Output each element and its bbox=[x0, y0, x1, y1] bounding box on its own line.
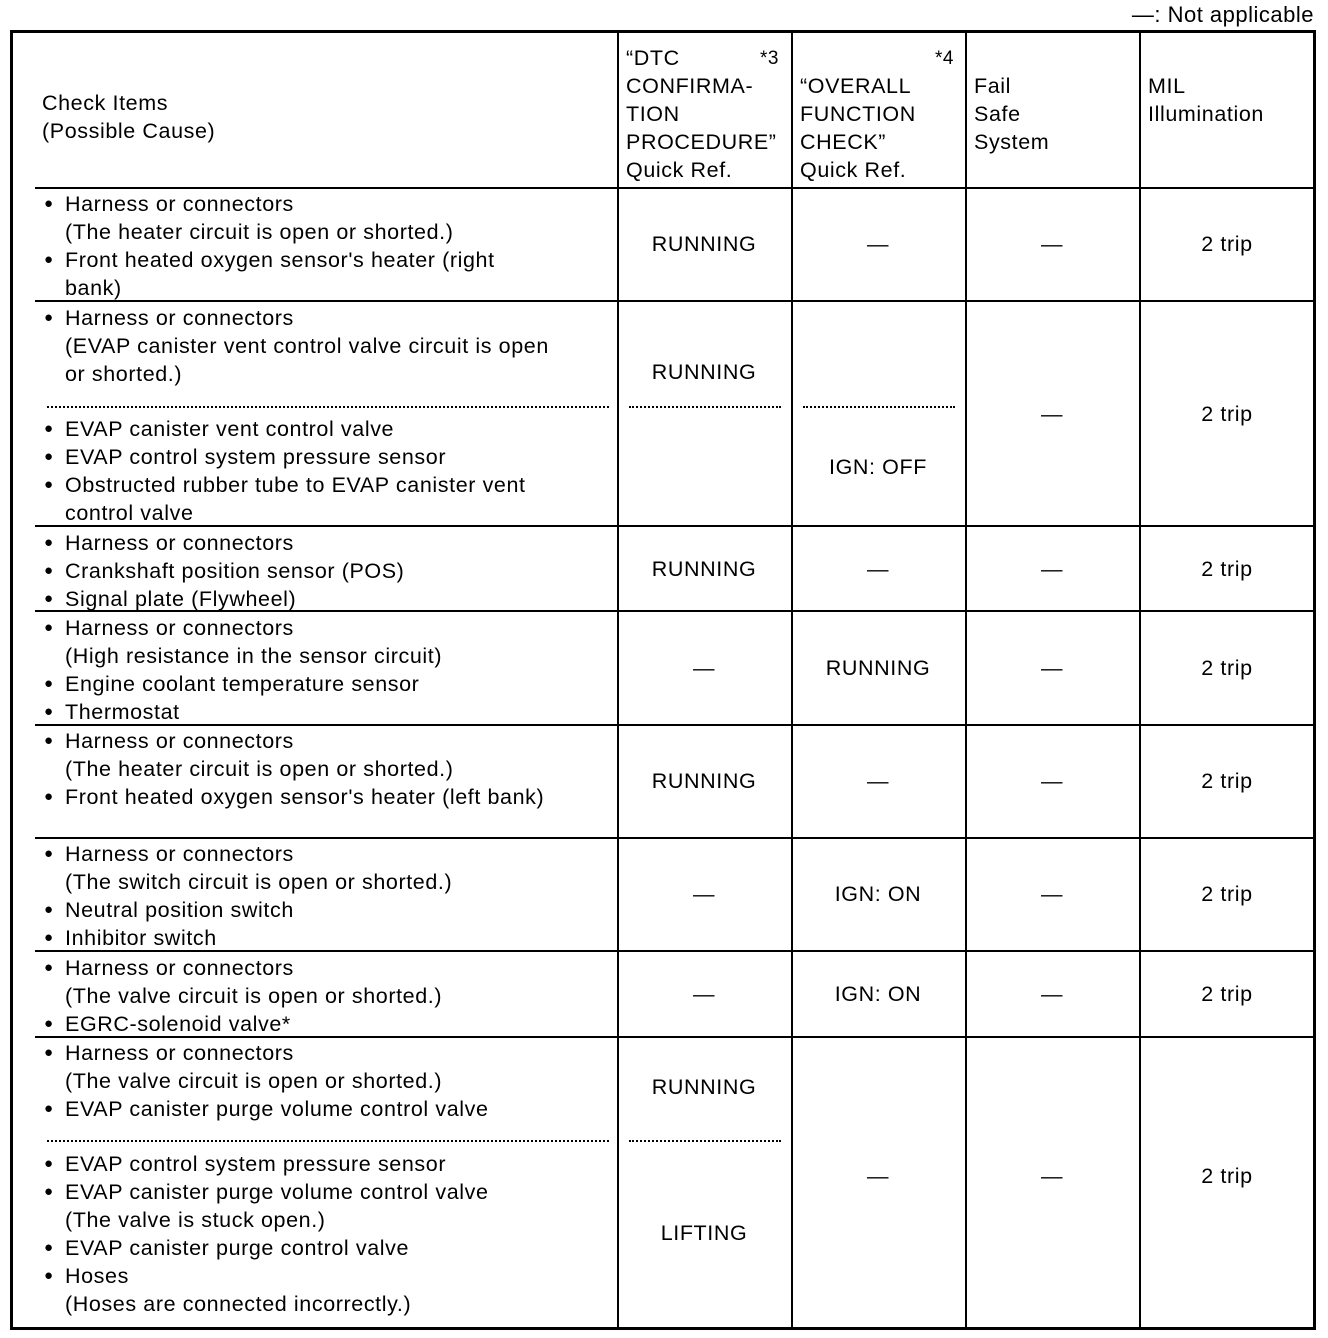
list-item: ● Hoses bbox=[44, 1262, 609, 1290]
dotted-divider-row-2-ofc bbox=[803, 406, 955, 408]
row-3-mil: 2 trip bbox=[1201, 557, 1253, 581]
list-item: ● Crankshaft position sensor (POS) bbox=[44, 557, 609, 585]
row-6-fail-safe: — bbox=[1040, 882, 1064, 906]
list-item: (EVAP canister vent control valve circuit is open bbox=[65, 334, 549, 358]
list-item: (High resistance in the sensor circuit) bbox=[65, 644, 443, 668]
row-5-dtc: RUNNING bbox=[651, 769, 757, 793]
row-2-check-items-a bbox=[44, 304, 614, 388]
row-8-dtc-b: LIFTING bbox=[660, 1221, 748, 1245]
list-item: ● Obstructed rubber tube to EVAP canister vent bbox=[44, 471, 609, 499]
row-5-mil: 2 trip bbox=[1201, 769, 1253, 793]
row-3-dtc: RUNNING bbox=[651, 557, 757, 581]
dotted-divider-row-2-items bbox=[47, 406, 609, 408]
row-1-mil: 2 trip bbox=[1201, 232, 1253, 256]
row-7-dtc: — bbox=[692, 982, 716, 1006]
row-2-mil: 2 trip bbox=[1201, 402, 1253, 426]
header-check-items-line-1: Check Items bbox=[42, 91, 169, 115]
row-4-mil: 2 trip bbox=[1201, 656, 1253, 680]
row-3-check-items bbox=[44, 529, 609, 613]
row-1-fail-safe: — bbox=[1040, 232, 1064, 256]
list-item: ● Signal plate (Flywheel) bbox=[44, 585, 609, 613]
header-fs-line-3: System bbox=[974, 130, 1050, 154]
row-2-check-items-b bbox=[44, 415, 609, 527]
divider-header bbox=[35, 187, 1313, 189]
list-item: ● Harness or connectors bbox=[44, 190, 609, 218]
header-dtc-line-3: TION bbox=[626, 102, 680, 126]
header-dtc-line-4: PROCEDURE” bbox=[626, 130, 777, 154]
list-item: ● EGRC-solenoid valve* bbox=[44, 1010, 609, 1038]
dotted-divider-row-8-items bbox=[47, 1140, 609, 1142]
list-item: ● Front heated oxygen sensor's heater (right bbox=[44, 246, 609, 274]
header-check-items bbox=[42, 89, 215, 145]
list-item: ● Front heated oxygen sensor's heater (left bank) bbox=[44, 783, 609, 811]
row-6-mil: 2 trip bbox=[1201, 882, 1253, 906]
list-item: ● Harness or connectors bbox=[44, 954, 609, 982]
list-item: (The heater circuit is open or shorted.) bbox=[65, 757, 454, 781]
list-item: (The valve is stuck open.) bbox=[65, 1208, 326, 1232]
row-5-check-items bbox=[44, 727, 609, 811]
list-item: (The valve circuit is open or shorted.) bbox=[65, 984, 443, 1008]
header-dtc-line-5: Quick Ref. bbox=[626, 158, 733, 182]
list-item: ● Harness or connectors bbox=[44, 529, 609, 557]
list-item: (Hoses are connected incorrectly.) bbox=[65, 1292, 412, 1316]
row-1-check-items bbox=[44, 190, 609, 302]
row-7-check-items bbox=[44, 954, 609, 1038]
header-ofc-line-2: FUNCTION bbox=[800, 102, 916, 126]
list-item: ● Engine coolant temperature sensor bbox=[44, 670, 609, 698]
row-7-fail-safe: — bbox=[1040, 982, 1064, 1006]
header-fail-safe bbox=[974, 72, 1049, 156]
list-item: ● Harness or connectors bbox=[44, 614, 609, 642]
row-3-fail-safe: — bbox=[1040, 557, 1064, 581]
list-item: ● Harness or connectors bbox=[44, 1039, 609, 1067]
row-7-mil: 2 trip bbox=[1201, 982, 1253, 1006]
list-item: bank) bbox=[65, 276, 122, 300]
header-ofc-line-1: “OVERALL bbox=[800, 74, 912, 98]
header-overall-function bbox=[800, 72, 916, 184]
row-4-check-items bbox=[44, 614, 609, 726]
list-item: ● EVAP canister purge control valve bbox=[44, 1234, 609, 1262]
header-fs-line-1: Fail bbox=[974, 74, 1012, 98]
list-item: (The valve circuit is open or shorted.) bbox=[65, 1069, 443, 1093]
row-6-check-items bbox=[44, 840, 609, 952]
divider-row-5 bbox=[35, 837, 1313, 839]
row-1-dtc: RUNNING bbox=[651, 232, 757, 256]
row-5-fail-safe: — bbox=[1040, 769, 1064, 793]
row-4-dtc: — bbox=[692, 656, 716, 680]
header-dtc-line-2: CONFIRMA- bbox=[626, 74, 754, 98]
list-item: ● Inhibitor switch bbox=[44, 924, 609, 952]
header-ofc-line-4: Quick Ref. bbox=[800, 158, 907, 182]
list-item: ● EVAP canister purge volume control valve bbox=[44, 1095, 609, 1123]
list-item: ● Thermostat bbox=[44, 698, 609, 726]
list-item: control valve bbox=[65, 501, 194, 525]
header-mil-line-1: MIL bbox=[1148, 74, 1186, 98]
row-8-ofc: — bbox=[866, 1164, 890, 1188]
row-4-ofc: RUNNING bbox=[825, 656, 931, 680]
list-item: or shorted.) bbox=[65, 362, 183, 386]
header-fs-line-2: Safe bbox=[974, 102, 1021, 126]
list-item: (The heater circuit is open or shorted.) bbox=[65, 220, 454, 244]
row-1-ofc: — bbox=[866, 232, 890, 256]
list-item: ● EVAP control system pressure sensor bbox=[44, 1150, 609, 1178]
list-item: ● Neutral position switch bbox=[44, 896, 609, 924]
header-mil-line-2: Illumination bbox=[1148, 102, 1264, 126]
dotted-divider-row-2-dtc bbox=[629, 406, 781, 408]
header-ofc-footnote: *4 bbox=[935, 48, 954, 69]
row-4-fail-safe: — bbox=[1040, 656, 1064, 680]
header-dtc bbox=[626, 44, 777, 184]
list-item: ● Harness or connectors bbox=[44, 840, 609, 868]
list-item: ● Harness or connectors bbox=[44, 727, 609, 755]
header-dtc-line-1: “DTC bbox=[626, 46, 680, 70]
dotted-divider-row-8-dtc bbox=[629, 1140, 781, 1142]
list-item: (The switch circuit is open or shorted.) bbox=[65, 870, 453, 894]
row-5-ofc: — bbox=[866, 769, 890, 793]
row-2-fail-safe: — bbox=[1040, 402, 1064, 426]
header-dtc-footnote: *3 bbox=[760, 48, 779, 69]
row-3-ofc: — bbox=[866, 557, 890, 581]
row-6-dtc: — bbox=[692, 882, 716, 906]
list-item: ● EVAP canister purge volume control valve bbox=[44, 1178, 609, 1206]
row-8-fail-safe: — bbox=[1040, 1164, 1064, 1188]
row-8-dtc-a: RUNNING bbox=[651, 1075, 757, 1099]
row-2-dtc: RUNNING bbox=[651, 360, 757, 384]
row-2-ofc: IGN: OFF bbox=[829, 455, 927, 479]
list-item: ● EVAP canister vent control valve bbox=[44, 415, 609, 443]
header-ofc-line-3: CHECK” bbox=[800, 130, 887, 154]
row-6-ofc: IGN: ON bbox=[834, 882, 922, 906]
header-mil bbox=[1148, 72, 1264, 128]
row-7-ofc: IGN: ON bbox=[834, 982, 922, 1006]
legend-not-applicable: —: Not applicable bbox=[1131, 2, 1314, 27]
header-check-items-line-2: (Possible Cause) bbox=[42, 119, 216, 143]
row-8-check-items-b bbox=[44, 1150, 609, 1318]
row-8-check-items-a bbox=[44, 1039, 609, 1123]
list-item: ● Harness or connectors bbox=[44, 304, 614, 332]
row-8-mil: 2 trip bbox=[1201, 1164, 1253, 1188]
list-item: ● EVAP control system pressure sensor bbox=[44, 443, 609, 471]
